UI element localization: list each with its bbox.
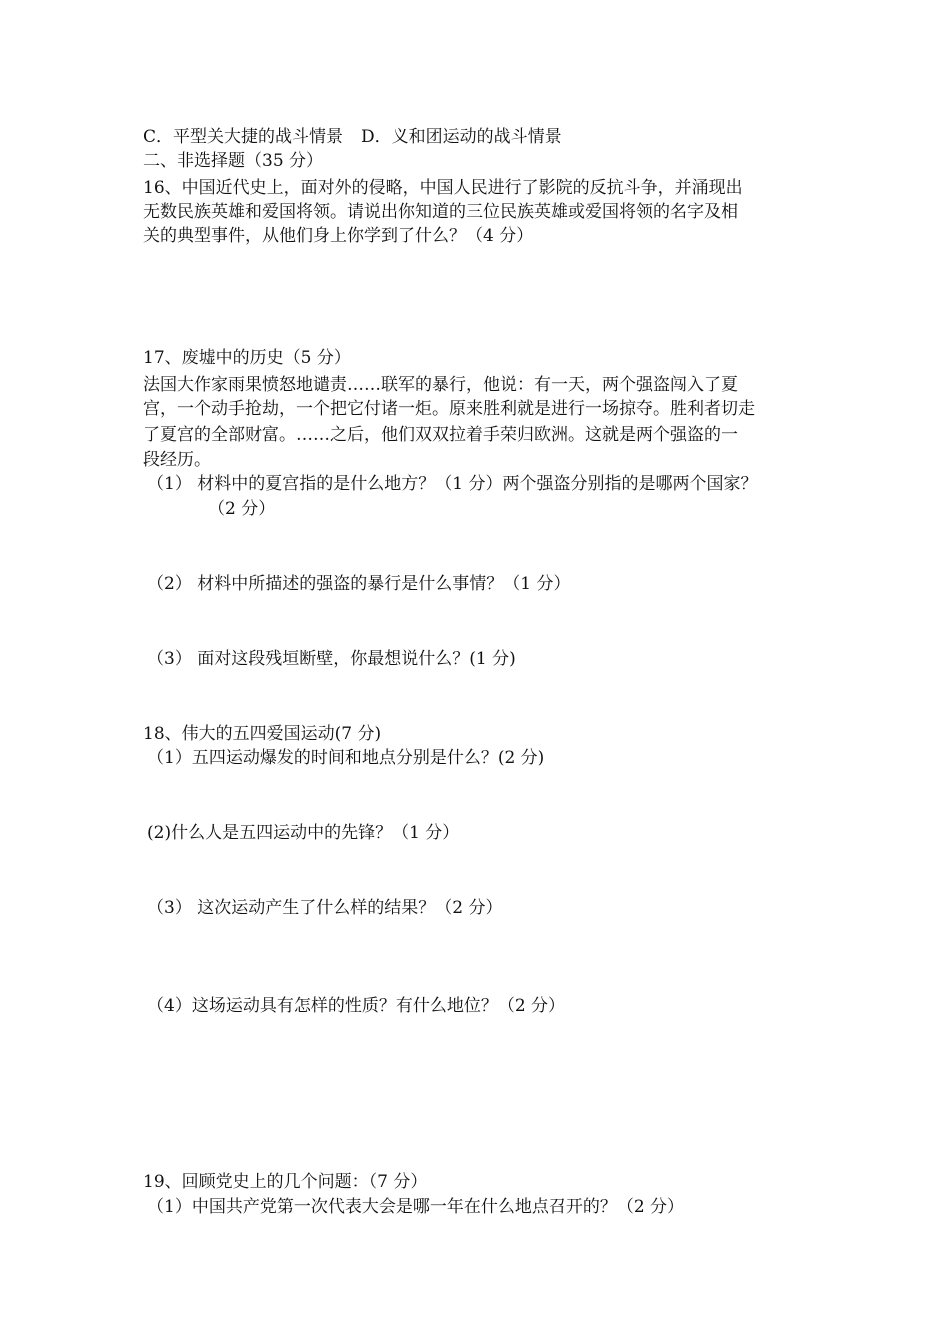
q18-sub-3: （3） 这次运动产生了什么样的结果？（2 分） (147, 898, 503, 918)
q17-sub-2: （2） 材料中所描述的强盗的暴行是什么事情？（1 分） (147, 574, 571, 594)
q16-line-1: 16、中国近代史上，面对外的侵略，中国人民进行了影院的反抗斗争，并涌现出 (143, 178, 743, 198)
q18-sub-4: （4）这场运动具有怎样的性质？有什么地位？（2 分） (147, 996, 566, 1016)
q18-sub-2: (2)什么人是五四运动中的先锋？（1 分） (147, 823, 460, 843)
q17-sub-3: （3） 面对这段残垣断壁，你最想说什么？(1 分) (147, 649, 516, 669)
q17-material-line-1: 法国大作家雨果愤怒地谴责……联军的暴行，他说：有一天，两个强盗闯入了夏 (143, 375, 738, 395)
q17-material-line-2: 宫，一个动手抢劫，一个把它付诸一炬。原来胜利就是进行一场掠夺。胜利者切走 (143, 399, 755, 419)
q17-sub-1: （1） 材料中的夏宫指的是什么地方？（1 分）两个强盗分别指的是哪两个国家？ (147, 474, 758, 494)
option-c: C．平型关大捷的战斗情景 (143, 127, 344, 147)
q17-sub-1-continued: （2 分） (208, 499, 276, 519)
q19-sub-1: （1）中国共产党第一次代表大会是哪一年在什么地点召开的？（2 分） (147, 1197, 685, 1217)
q16-line-2: 无数民族英雄和爱国将领。请说出你知道的三位民族英雄或爱国将领的名字及相 (143, 202, 738, 222)
q18-sub-1: （1）五四运动爆发的时间和地点分别是什么？(2 分) (147, 748, 545, 768)
q18-title: 18、伟大的五四爱国运动(7 分) (143, 724, 382, 744)
q17-material-line-3: 了夏宫的全部财富。……之后，他们双双拉着手荣归欧洲。这就是两个强盗的一 (143, 425, 738, 445)
option-d: D．义和团运动的战斗情景 (361, 127, 562, 147)
mc-options-line (143, 125, 562, 149)
section-heading: 二、非选择题（35 分） (143, 151, 324, 171)
q19-title: 19、回顾党史上的几个问题：（7 分） (143, 1172, 428, 1192)
q17-title: 17、废墟中的历史（5 分） (143, 348, 351, 368)
q17-material-line-4: 段经历。 (143, 450, 211, 470)
q16-line-3: 关的典型事件，从他们身上你学到了什么？（4 分） (143, 226, 534, 246)
